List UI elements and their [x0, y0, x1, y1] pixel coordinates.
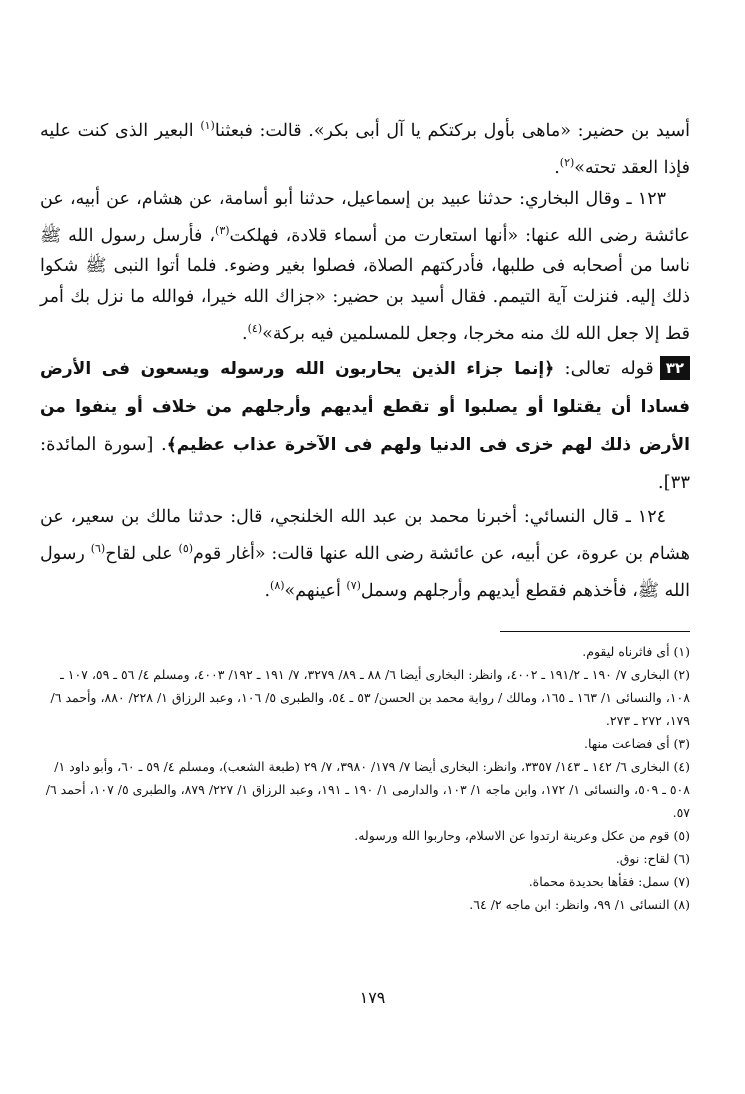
- footnote-ref-4: (٤): [247, 322, 263, 336]
- text-run: رسول الله ﷺ، فأخذهم فقطع أيديهم وأرجلهم وسمل: [40, 544, 690, 601]
- footnote-2: (٢) البخارى ٧/ ١٩٠ ـ ١٩١/٢ ـ ٤٠٠٢، وانظر: البخارى أيضا ٦/ ٨٨ ـ ٨٩/ ٣٢٧٩، ٧/ ١٩١ ـ ١٩٢/ ٤٠٠٣، ومسلم ٤/ ٥٦ ـ ٥٩، ١٠٧ ـ ١٠٨، والنسائى ١/ ١٦٣ ـ ١٦٥، ومالك / رواية محمد بن الحسن/ ٥٣ ـ ٥٤، والطبرى ٥/ ١٠٦، وعبد الرزاق ١/ ٢٢٨/ ٨٨٠، وأحمد ٦/ ١٧٩، ٢٧٢ ـ ٢٧٣.: [50, 666, 690, 728]
- verse-reference: . [سورة المائدة: ٣٣].: [40, 434, 690, 494]
- footnote-divider: [500, 631, 690, 632]
- text-run: على لقاح: [105, 544, 179, 565]
- footnote-8: (٨) النسائى ١/ ٩٩، وانظر: ابن ماجه ٢/ ٦٤.: [469, 896, 690, 912]
- footnote-ref-2: (٢): [559, 155, 575, 169]
- paragraph-continuation: [40, 110, 690, 184]
- footnote-ref-7: (٧): [346, 579, 361, 593]
- footnote-4: (٤) البخارى ٦/ ١٤٢ ـ ١٤٣/ ٣٣٥٧، وانظر: البخارى أيضا ٧/ ١٧٩/ ٣٩٨٠، ٧/ ٢٩ (طبعة الشعب)، ومسلم ٤/ ٥٩ ـ ٦٠، وأبو داود ١/ ٥٠٨ ـ ٥٠٩، والنسائى ١/ ١٧٢، وابن ماجه ١/ ١٠٣، والدارمى ١/ ١٩٠ ـ ١٩١، وعبد الرزاق ١/ ٢٢٧/ ٨٧٩، والطبرى ٥/ ١٠٧، أحمد ٦/ ٥٧.: [45, 758, 690, 820]
- verse-block: [40, 350, 690, 502]
- footnote-ref-8: (٨): [270, 579, 285, 593]
- footnote-6: (٦) لقاح: نوق.: [615, 850, 690, 866]
- footnote-ref-6: (٦): [90, 542, 106, 556]
- hadith-124: [40, 502, 690, 607]
- text-run: .: [242, 324, 248, 345]
- footnote-ref-5: (٥): [178, 542, 194, 556]
- footnotes: [40, 640, 690, 916]
- text-run: .: [264, 580, 271, 601]
- text-run: أسيد بن حضير: «ماهى بأول بركتكم يا آل أبى بكر». قالت: فبعثنا: [214, 120, 690, 141]
- main-text: [40, 110, 690, 607]
- book-page: [40, 110, 690, 916]
- footnote-ref-1: (١): [200, 119, 215, 132]
- footnote-3: (٣) أى فضاعت منها.: [583, 735, 690, 751]
- footnote-7: (٧) سمل: فقأها بحديدة محماة.: [528, 873, 690, 889]
- verse-text: ﴿إنما جزاء الذين يحاربون الله ورسوله ويسعون فى الأرض فسادا أن يقتلوا أو يصلبوا أو تقطع أيديهم وأرجلهم من خلاف أو ينفوا من الأرض ذلك لهم خزى فى الدنيا ولهم فى الآخرة عذاب عظيم﴾: [40, 359, 690, 456]
- verse-number-badge: ٣٢: [660, 356, 690, 380]
- text-run: البعير الذى كنت عليه فإذا العقد تحته»: [40, 120, 690, 178]
- text-run: ، فأرسل رسول الله ﷺ ناسا من أصحابه فى طلبها، فأدركتهم الصلاة، فصلوا بغير وضوء. فلما أتوا النبى ﷺ شكوا ذلك إليه. فنزلت آية التيمم. فقال أسيد بن حضير: «جزاك الله خيرا، فوالله ما نزل بك أمر قط إلا جعل الله لك منه مخرجا، وجعل للمسلمين فيه بركة»: [40, 225, 690, 345]
- verse-intro: قوله تعالى:: [554, 358, 654, 380]
- hadith-123: [40, 184, 690, 351]
- footnote-ref-3: (٣): [215, 223, 230, 237]
- text-run: .: [554, 157, 560, 178]
- footnote-1: (١) أى فاثرناه ليقوم.: [582, 643, 690, 659]
- footnote-5: (٥) قوم من عكل وعرينة ارتدوا عن الاسلام، وحاربوا الله ورسوله.: [354, 827, 690, 843]
- text-run: أعينهم»: [284, 580, 347, 601]
- page-number: ١٧٩: [359, 988, 386, 1007]
- text-run: ١٢٤ ـ قال النسائي: أخبرنا محمد بن عبد الله الخلنجي، قال: حدثنا مالك بن سعير، عن هشام بن عروة، عن أبيه، عن عائشة رضى الله عنها قالت: «أغار قوم: [40, 507, 690, 565]
- text-run: ١٢٣ ـ وقال البخاري: حدثنا عبيد بن إسماعيل، حدثنا أبو أسامة، عن هشام، عن أبيه، عن عائشة رضى الله عنها: «أنها استعارت من أسماء قلادة، فهلكت: [40, 188, 690, 246]
